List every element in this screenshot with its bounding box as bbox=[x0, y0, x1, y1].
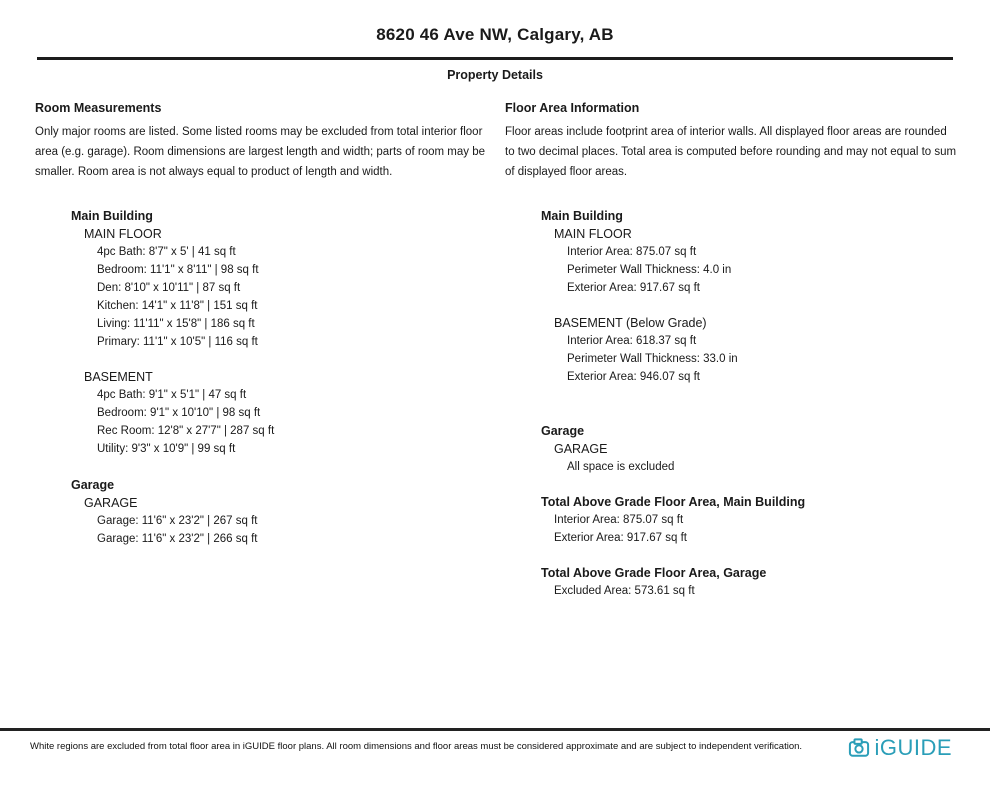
floor-area-section bbox=[505, 101, 960, 600]
area-line: Interior Area: 875.07 sq ft bbox=[567, 246, 697, 258]
building-block-garage bbox=[35, 476, 505, 548]
room-line: Bedroom: 11'1" x 8'11" | 98 sq ft bbox=[97, 264, 259, 276]
room-line: Primary: 11'1" x 10'5" | 116 sq ft bbox=[97, 336, 258, 348]
area-line: Exterior Area: 917.67 sq ft bbox=[567, 282, 700, 294]
iguide-logo-text: iGUIDE bbox=[874, 735, 952, 760]
building-name: Main Building bbox=[541, 209, 623, 223]
floor-area-description: Floor areas include footprint area of interior walls. All displayed floor areas are rounded to two decimal places. Total area is computed before rounding and may not equal to sum of displayed floor areas. bbox=[505, 126, 957, 178]
total-heading: Total Above Grade Floor Area, Main Building bbox=[541, 495, 806, 509]
page-header bbox=[0, 25, 990, 82]
room-line: 4pc Bath: 9'1" x 5'1" | 47 sq ft bbox=[97, 389, 247, 401]
area-line: Perimeter Wall Thickness: 4.0 in bbox=[567, 264, 732, 276]
floor-name: GARAGE bbox=[84, 496, 138, 510]
total-block-garage bbox=[505, 564, 960, 600]
building-name: Garage bbox=[541, 424, 585, 438]
room-line: Rec Room: 12'8" x 27'7" | 287 sq ft bbox=[97, 425, 275, 437]
page-footer bbox=[0, 728, 990, 760]
total-block-main-building bbox=[505, 493, 960, 547]
area-group-basement bbox=[505, 314, 960, 386]
room-line: Den: 8'10" x 10'11" | 87 sq ft bbox=[97, 282, 241, 294]
building-name: Main Building bbox=[71, 209, 153, 223]
room-measurements-heading: Room Measurements bbox=[35, 101, 162, 115]
content-columns bbox=[0, 101, 990, 600]
total-line: Excluded Area: 573.61 sq ft bbox=[554, 585, 695, 597]
room-line: Utility: 9'3" x 10'9" | 99 sq ft bbox=[97, 443, 236, 455]
floor-block-main-floor bbox=[35, 225, 505, 351]
total-heading: Total Above Grade Floor Area, Garage bbox=[541, 566, 767, 580]
page-title: 8620 46 Ave NW, Calgary, AB bbox=[376, 25, 614, 44]
footer-row bbox=[0, 731, 990, 760]
floor-name: MAIN FLOOR bbox=[84, 227, 162, 241]
area-group-garage bbox=[505, 440, 960, 476]
floor-name: MAIN FLOOR bbox=[554, 227, 632, 241]
room-measurements-description: Only major rooms are listed. Some listed rooms may be excluded from total interior floor area (e.g. garage). Room dimensions are largest length and width; parts of room may be smaller. Room area is not always equal to product of length and width. bbox=[35, 126, 486, 178]
floor-block-garage bbox=[35, 494, 505, 548]
room-line: 4pc Bath: 8'7" x 5' | 41 sq ft bbox=[97, 246, 236, 258]
floor-name: BASEMENT (Below Grade) bbox=[554, 316, 707, 330]
total-line: Interior Area: 875.07 sq ft bbox=[554, 514, 684, 526]
room-line: Living: 11'11" x 15'8" | 186 sq ft bbox=[97, 318, 255, 330]
area-block-main bbox=[505, 207, 960, 386]
page-subtitle: Property Details bbox=[447, 68, 543, 82]
area-line: Perimeter Wall Thickness: 33.0 in bbox=[567, 353, 738, 365]
building-block-main bbox=[35, 207, 505, 458]
room-line: Bedroom: 9'1" x 10'10" | 98 sq ft bbox=[97, 407, 261, 419]
area-line: All space is excluded bbox=[567, 461, 675, 473]
floor-name: BASEMENT bbox=[84, 370, 153, 384]
area-block-garage bbox=[505, 422, 960, 476]
room-measurements-section bbox=[35, 101, 505, 600]
room-line: Kitchen: 14'1" x 11'8" | 151 sq ft bbox=[97, 300, 258, 312]
room-line: Garage: 11'6" x 23'2" | 266 sq ft bbox=[97, 533, 258, 545]
area-line: Interior Area: 618.37 sq ft bbox=[567, 335, 697, 347]
title-divider bbox=[37, 57, 953, 60]
camera-icon bbox=[848, 738, 870, 758]
footer-disclaimer: White regions are excluded from total floor area in iGUIDE floor plans. All room dimensions and floor areas must be considered approximate and are subject to independent verification. bbox=[30, 741, 803, 752]
total-line: Exterior Area: 917.67 sq ft bbox=[554, 532, 687, 544]
area-group-main-floor bbox=[505, 225, 960, 297]
iguide-logo bbox=[848, 736, 952, 760]
building-name: Garage bbox=[71, 478, 115, 492]
floor-name: GARAGE bbox=[554, 442, 608, 456]
floor-area-heading: Floor Area Information bbox=[505, 101, 640, 115]
floor-block-basement bbox=[35, 368, 505, 458]
room-line: Garage: 11'6" x 23'2" | 267 sq ft bbox=[97, 515, 258, 527]
area-line: Exterior Area: 946.07 sq ft bbox=[567, 371, 700, 383]
